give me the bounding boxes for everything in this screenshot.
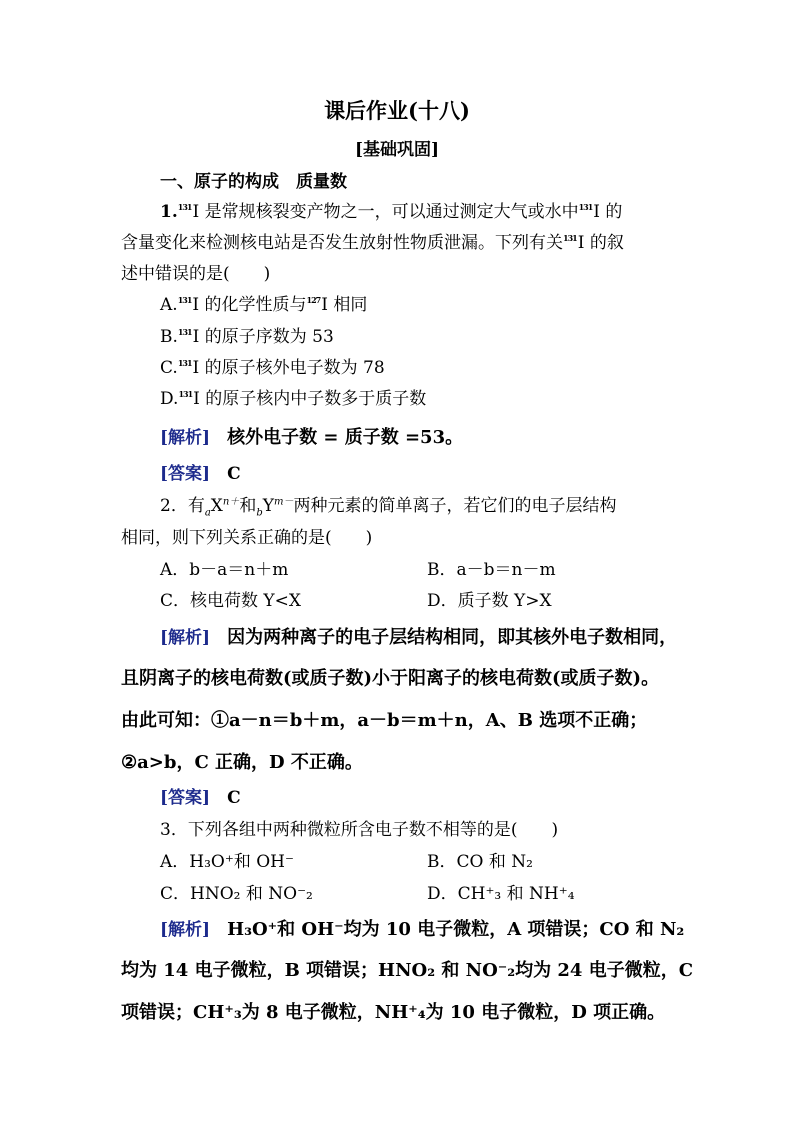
q1-stem-line3: 述中错误的是( ) xyxy=(121,264,271,284)
q3-analysis-line3: 项错误；CH⁺₃为 8 电子微粒，NH⁺₄为 10 电子微粒，D 项正确。 xyxy=(121,1002,666,1023)
q2-option-c: C．核电荷数 Y<X xyxy=(160,591,301,611)
q3-option-d: D．CH⁺₃ 和 NH⁺₄ xyxy=(427,884,575,904)
q1-option-a: A.131I 的化学性质与127I 相同 xyxy=(160,295,368,315)
q3-stem: 3．下列各组中两种微粒所含电子数不相等的是( ) xyxy=(160,820,559,840)
q3-option-a: A．H₃O⁺和 OH⁻ xyxy=(160,852,294,872)
answer-tag: [答案] xyxy=(160,464,211,484)
q1-option-d: D.131I 的原子核内中子数多于质子数 xyxy=(160,389,427,409)
q2-answer: [答案] C xyxy=(160,788,241,808)
q2-option-d: D．质子数 Y>X xyxy=(427,591,552,611)
q3-analysis-line2: 均为 14 电子微粒，B 项错误；HNO₂ 和 NO⁻₂均为 24 电子微粒，C xyxy=(121,960,694,981)
q1-stem-line2: 含量变化来检测核电站是否发生放射性物质泄漏。下列有关131I 的叙 xyxy=(121,233,624,253)
q3-option-c: C．HNO₂ 和 NO⁻₂ xyxy=(160,884,313,904)
q2-stem-line2: 相同，则下列关系正确的是( ) xyxy=(121,528,373,548)
q2-analysis-line2: 且阴离子的核电荷数(或质子数)小于阳离子的核电荷数(或质子数)。 xyxy=(121,668,660,689)
q2-analysis-line1: [解析] 因为两种离子的电子层结构相同，即其核外电子数相同， xyxy=(160,627,678,648)
q1-answer: [答案] C xyxy=(160,464,241,484)
q2-analysis-line3: 由此可知：①a－n＝b＋m，a－b＝m＋n，A、B 选项不正确； xyxy=(121,710,648,731)
analysis-tag: [解析] xyxy=(160,428,211,448)
section-heading: 一、原子的构成 质量数 xyxy=(160,172,347,192)
q3-analysis-line1: [解析] H₃O⁺和 OH⁻均为 10 电子微粒，A 项错误；CO 和 N₂ xyxy=(160,919,685,940)
page-subtitle: [基础巩固] xyxy=(354,140,440,160)
q1-option-c: C.131I 的原子核外电子数为 78 xyxy=(160,358,385,378)
analysis-tag: [解析] xyxy=(160,628,211,648)
q3-option-b: B．CO 和 N₂ xyxy=(427,852,533,872)
q1-option-b: B.131I 的原子序数为 53 xyxy=(160,327,334,347)
answer-tag: [答案] xyxy=(160,788,211,808)
analysis-tag: [解析] xyxy=(160,920,211,940)
q2-option-a: A．b－a＝n＋m xyxy=(160,560,289,580)
q2-option-b: B．a－b＝n－m xyxy=(427,560,556,580)
page-title: 课后作业(十八) xyxy=(324,98,470,123)
q1-analysis: [解析] 核外电子数 = 质子数 =53。 xyxy=(160,427,464,448)
q2-analysis-line4: ②a>b，C 正确，D 不正确。 xyxy=(121,752,363,773)
q1-stem-line1: 1.131I 是常规核裂变产物之一，可以通过测定大气或水中131I 的 xyxy=(160,202,623,222)
q2-stem-line1: 2．有$_aX^{n+}$和$_bY^{m-}$两种元素的简单离子，若它们的电子层结构 xyxy=(160,496,617,519)
